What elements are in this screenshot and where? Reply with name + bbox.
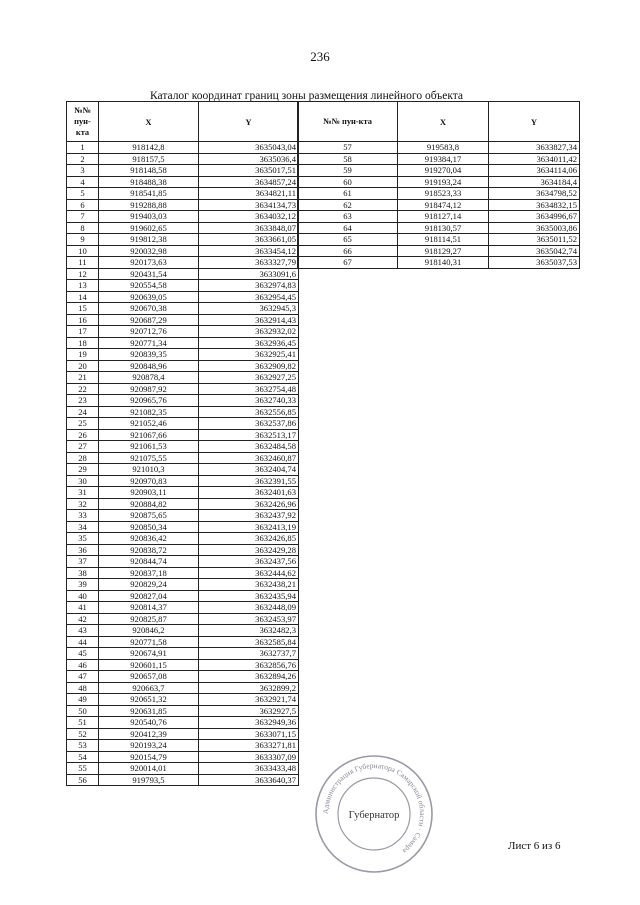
x-coordinate-cell: 918474,12 — [398, 199, 489, 211]
y-coordinate-cell: 3633827,34 — [489, 142, 580, 154]
table-row — [67, 671, 299, 683]
x-coordinate-cell: 920965,76 — [99, 395, 199, 407]
y-coordinate-cell: 3634032,12 — [199, 211, 299, 223]
coordinates-table-left — [66, 101, 299, 786]
point-number-cell: 25 — [67, 418, 99, 430]
y-coordinate-cell: 3632909,82 — [199, 360, 299, 372]
table-row — [67, 199, 299, 211]
table-row — [67, 556, 299, 568]
point-number-cell: 30 — [67, 475, 99, 487]
y-coordinate-cell: 3632435,94 — [199, 590, 299, 602]
official-seal — [312, 752, 436, 876]
point-number-cell: 59 — [298, 165, 398, 177]
table-row — [67, 694, 299, 706]
x-coordinate-cell: 921082,35 — [99, 406, 199, 418]
point-number-cell: 55 — [67, 763, 99, 775]
x-coordinate-cell: 920844,74 — [99, 556, 199, 568]
table-row — [67, 314, 299, 326]
point-number-cell: 33 — [67, 510, 99, 522]
table-row — [67, 176, 299, 188]
y-coordinate-cell: 3633307,09 — [199, 751, 299, 763]
table-row — [67, 590, 299, 602]
point-number-cell: 2 — [67, 153, 99, 165]
y-coordinate-cell: 3632932,02 — [199, 326, 299, 338]
table-row — [67, 268, 299, 280]
x-coordinate-cell: 920651,32 — [99, 694, 199, 706]
y-coordinate-cell: 3634114,06 — [489, 165, 580, 177]
x-coordinate-cell: 920663,7 — [99, 682, 199, 694]
table-row — [67, 245, 299, 257]
point-number-cell: 34 — [67, 521, 99, 533]
x-coordinate-cell: 918488,38 — [99, 176, 199, 188]
x-coordinate-cell: 918523,33 — [398, 188, 489, 200]
y-coordinate-cell: 3632437,92 — [199, 510, 299, 522]
x-coordinate-cell: 921052,46 — [99, 418, 199, 430]
point-number-cell: 54 — [67, 751, 99, 763]
table-row — [67, 774, 299, 786]
table-row — [298, 188, 580, 200]
point-number-cell: 38 — [67, 567, 99, 579]
seal-ring-text: Администрация Губернатора Самарской области · Самара — [320, 760, 428, 856]
table-row — [67, 510, 299, 522]
x-coordinate-cell: 919403,03 — [99, 211, 199, 223]
table-row — [67, 165, 299, 177]
x-coordinate-cell: 920639,05 — [99, 291, 199, 303]
table-row — [298, 142, 580, 154]
x-coordinate-cell: 920712,76 — [99, 326, 199, 338]
y-coordinate-cell: 3632444,62 — [199, 567, 299, 579]
table-row — [67, 326, 299, 338]
y-coordinate-cell: 3632401,63 — [199, 487, 299, 499]
y-coordinate-cell: 3633454,12 — [199, 245, 299, 257]
y-coordinate-cell: 3632585,84 — [199, 636, 299, 648]
point-number-cell: 17 — [67, 326, 99, 338]
x-coordinate-cell: 919812,38 — [99, 234, 199, 246]
point-number-cell: 14 — [67, 291, 99, 303]
y-coordinate-cell: 3634184,4 — [489, 176, 580, 188]
table-row — [67, 464, 299, 476]
table-row — [67, 498, 299, 510]
sheet-label: Лист 6 из 6 — [508, 840, 561, 852]
table-row — [67, 659, 299, 671]
table-row — [67, 153, 299, 165]
point-number-cell: 24 — [67, 406, 99, 418]
x-coordinate-cell: 920657,08 — [99, 671, 199, 683]
x-coordinate-cell: 920970,83 — [99, 475, 199, 487]
y-coordinate-cell: 3633327,79 — [199, 257, 299, 269]
y-coordinate-cell: 3632927,5 — [199, 705, 299, 717]
point-number-cell: 57 — [298, 142, 398, 154]
y-coordinate-cell: 3634832,15 — [489, 199, 580, 211]
table-row — [298, 199, 580, 211]
y-coordinate-cell: 3632925,41 — [199, 349, 299, 361]
table-row — [67, 406, 299, 418]
table-row — [298, 165, 580, 177]
point-number-cell: 11 — [67, 257, 99, 269]
point-number-cell: 31 — [67, 487, 99, 499]
table-row — [67, 418, 299, 430]
point-number-cell: 53 — [67, 740, 99, 752]
x-coordinate-cell: 919583,8 — [398, 142, 489, 154]
table-row — [67, 280, 299, 292]
y-coordinate-cell: 3632927,25 — [199, 372, 299, 384]
point-number-cell: 67 — [298, 257, 398, 269]
x-coordinate-cell: 921075,55 — [99, 452, 199, 464]
point-number-cell: 60 — [298, 176, 398, 188]
point-number-cell: 8 — [67, 222, 99, 234]
x-coordinate-cell: 918130,57 — [398, 222, 489, 234]
point-number-cell: 63 — [298, 211, 398, 223]
x-coordinate-cell: 920670,38 — [99, 303, 199, 315]
y-coordinate-cell: 3632484,58 — [199, 441, 299, 453]
left-table-body — [67, 142, 299, 786]
y-coordinate-cell: 3632556,85 — [199, 406, 299, 418]
point-number-cell: 20 — [67, 360, 99, 372]
table-row — [67, 579, 299, 591]
x-coordinate-cell: 920687,29 — [99, 314, 199, 326]
x-coordinate-cell: 920836,42 — [99, 533, 199, 545]
y-coordinate-cell: 3635037,53 — [489, 257, 580, 269]
table-row — [298, 245, 580, 257]
table-row — [67, 602, 299, 614]
y-coordinate-cell: 3633433,48 — [199, 763, 299, 775]
x-coordinate-cell: 919193,24 — [398, 176, 489, 188]
x-coordinate-cell: 920601,15 — [99, 659, 199, 671]
y-coordinate-cell: 3632949,36 — [199, 717, 299, 729]
table-row — [298, 222, 580, 234]
table-row — [67, 360, 299, 372]
table-row — [67, 337, 299, 349]
table-row — [67, 521, 299, 533]
point-number-cell: 62 — [298, 199, 398, 211]
point-number-cell: 22 — [67, 383, 99, 395]
point-number-cell: 46 — [67, 659, 99, 671]
y-coordinate-cell: 3632513,17 — [199, 429, 299, 441]
point-number-cell: 39 — [67, 579, 99, 591]
point-number-cell: 44 — [67, 636, 99, 648]
y-coordinate-cell: 3632921,74 — [199, 694, 299, 706]
table-row — [67, 441, 299, 453]
table-row — [298, 176, 580, 188]
header-point-number: №№ пун-кта — [298, 102, 398, 142]
y-coordinate-cell: 3635003,86 — [489, 222, 580, 234]
y-coordinate-cell: 3632537,86 — [199, 418, 299, 430]
y-coordinate-cell: 3632482,3 — [199, 625, 299, 637]
x-coordinate-cell: 921010,3 — [99, 464, 199, 476]
point-number-cell: 7 — [67, 211, 99, 223]
point-number-cell: 37 — [67, 556, 99, 568]
y-coordinate-cell: 3632974,83 — [199, 280, 299, 292]
table-title: Каталог координат границ зоны размещения линейного объекта — [150, 90, 464, 102]
table-row — [67, 487, 299, 499]
y-coordinate-cell: 3632413,19 — [199, 521, 299, 533]
table-row — [67, 682, 299, 694]
header-x: X — [398, 102, 489, 142]
table-row — [67, 349, 299, 361]
x-coordinate-cell: 920838,72 — [99, 544, 199, 556]
point-number-cell: 18 — [67, 337, 99, 349]
table-row — [67, 222, 299, 234]
x-coordinate-cell: 919270,04 — [398, 165, 489, 177]
point-number-cell: 47 — [67, 671, 99, 683]
table-row — [67, 211, 299, 223]
x-coordinate-cell: 920850,34 — [99, 521, 199, 533]
y-coordinate-cell: 3632945,3 — [199, 303, 299, 315]
x-coordinate-cell: 920827,04 — [99, 590, 199, 602]
x-coordinate-cell: 919288,88 — [99, 199, 199, 211]
x-coordinate-cell: 920631,85 — [99, 705, 199, 717]
y-coordinate-cell: 3632899,2 — [199, 682, 299, 694]
point-number-cell: 5 — [67, 188, 99, 200]
svg-text:Администрация Губернатора Сама — [321, 761, 427, 856]
x-coordinate-cell: 921061,53 — [99, 441, 199, 453]
y-coordinate-cell: 3632448,09 — [199, 602, 299, 614]
table-row — [298, 211, 580, 223]
table-row — [67, 372, 299, 384]
y-coordinate-cell: 3633091,6 — [199, 268, 299, 280]
table-row — [67, 395, 299, 407]
x-coordinate-cell: 920412,39 — [99, 728, 199, 740]
point-number-cell: 52 — [67, 728, 99, 740]
point-number-cell: 41 — [67, 602, 99, 614]
point-number-cell: 16 — [67, 314, 99, 326]
y-coordinate-cell: 3635042,74 — [489, 245, 580, 257]
point-number-cell: 43 — [67, 625, 99, 637]
y-coordinate-cell: 3635011,52 — [489, 234, 580, 246]
header-point-number: №№ пун- кта — [67, 102, 99, 142]
x-coordinate-cell: 920032,98 — [99, 245, 199, 257]
x-coordinate-cell: 921067,66 — [99, 429, 199, 441]
y-coordinate-cell: 3632426,96 — [199, 498, 299, 510]
point-number-cell: 13 — [67, 280, 99, 292]
header-x: X — [99, 102, 199, 142]
x-coordinate-cell: 920771,34 — [99, 337, 199, 349]
y-coordinate-cell: 3632954,45 — [199, 291, 299, 303]
point-number-cell: 21 — [67, 372, 99, 384]
table-row — [67, 705, 299, 717]
x-coordinate-cell: 918129,27 — [398, 245, 489, 257]
table-row — [67, 257, 299, 269]
y-coordinate-cell: 3632404,74 — [199, 464, 299, 476]
point-number-cell: 35 — [67, 533, 99, 545]
x-coordinate-cell: 919384,17 — [398, 153, 489, 165]
y-coordinate-cell: 3632391,55 — [199, 475, 299, 487]
point-number-cell: 23 — [67, 395, 99, 407]
x-coordinate-cell: 920431,54 — [99, 268, 199, 280]
table-row — [67, 429, 299, 441]
x-coordinate-cell: 920829,24 — [99, 579, 199, 591]
table-row — [67, 636, 299, 648]
point-number-cell: 9 — [67, 234, 99, 246]
x-coordinate-cell: 918148,58 — [99, 165, 199, 177]
point-number-cell: 61 — [298, 188, 398, 200]
table-row — [67, 728, 299, 740]
point-number-cell: 50 — [67, 705, 99, 717]
x-coordinate-cell: 920846,2 — [99, 625, 199, 637]
x-coordinate-cell: 918541,85 — [99, 188, 199, 200]
point-number-cell: 56 — [67, 774, 99, 786]
x-coordinate-cell: 920154,79 — [99, 751, 199, 763]
x-coordinate-cell: 919793,5 — [99, 774, 199, 786]
point-number-cell: 6 — [67, 199, 99, 211]
point-number-cell: 27 — [67, 441, 99, 453]
point-number-cell: 49 — [67, 694, 99, 706]
table-row — [67, 567, 299, 579]
y-coordinate-cell: 3635043,04 — [199, 142, 299, 154]
y-coordinate-cell: 3632754,48 — [199, 383, 299, 395]
x-coordinate-cell: 920193,24 — [99, 740, 199, 752]
table-row — [67, 188, 299, 200]
header-y: Y — [199, 102, 299, 142]
x-coordinate-cell: 920173,63 — [99, 257, 199, 269]
table-row — [67, 751, 299, 763]
table-row — [67, 763, 299, 775]
y-coordinate-cell: 3634011,42 — [489, 153, 580, 165]
y-coordinate-cell: 3633640,37 — [199, 774, 299, 786]
y-coordinate-cell: 3632437,56 — [199, 556, 299, 568]
table-row — [67, 625, 299, 637]
x-coordinate-cell: 920884,82 — [99, 498, 199, 510]
point-number-cell: 32 — [67, 498, 99, 510]
table-row — [67, 142, 299, 154]
y-coordinate-cell: 3633848,07 — [199, 222, 299, 234]
table-row — [67, 533, 299, 545]
x-coordinate-cell: 920814,37 — [99, 602, 199, 614]
y-coordinate-cell: 3632894,26 — [199, 671, 299, 683]
y-coordinate-cell: 3635036,4 — [199, 153, 299, 165]
y-coordinate-cell: 3633271,81 — [199, 740, 299, 752]
point-number-cell: 15 — [67, 303, 99, 315]
point-number-cell: 29 — [67, 464, 99, 476]
y-coordinate-cell: 3634798,52 — [489, 188, 580, 200]
point-number-cell: 12 — [67, 268, 99, 280]
y-coordinate-cell: 3632453,97 — [199, 613, 299, 625]
table-row — [67, 291, 299, 303]
point-number-cell: 45 — [67, 648, 99, 660]
point-number-cell: 58 — [298, 153, 398, 165]
x-coordinate-cell: 920837,18 — [99, 567, 199, 579]
table-row — [67, 452, 299, 464]
table-row — [298, 234, 580, 246]
right-table-body — [298, 142, 580, 269]
y-coordinate-cell: 3633071,15 — [199, 728, 299, 740]
x-coordinate-cell: 918157,5 — [99, 153, 199, 165]
point-number-cell: 64 — [298, 222, 398, 234]
point-number-cell: 36 — [67, 544, 99, 556]
point-number-cell: 48 — [67, 682, 99, 694]
table-row — [67, 648, 299, 660]
x-coordinate-cell: 918142,8 — [99, 142, 199, 154]
point-number-cell: 65 — [298, 234, 398, 246]
x-coordinate-cell: 920878,4 — [99, 372, 199, 384]
x-coordinate-cell: 920674,91 — [99, 648, 199, 660]
y-coordinate-cell: 3632740,33 — [199, 395, 299, 407]
table-row — [67, 544, 299, 556]
point-number-cell: 42 — [67, 613, 99, 625]
point-number-cell: 19 — [67, 349, 99, 361]
x-coordinate-cell: 920903,11 — [99, 487, 199, 499]
seal-center-text: Губернатор — [348, 810, 400, 821]
x-coordinate-cell: 918127,14 — [398, 211, 489, 223]
table-row — [298, 153, 580, 165]
point-number-cell: 1 — [67, 142, 99, 154]
y-coordinate-cell: 3632936,45 — [199, 337, 299, 349]
y-coordinate-cell: 3634857,24 — [199, 176, 299, 188]
point-number-cell: 4 — [67, 176, 99, 188]
table-row — [67, 383, 299, 395]
x-coordinate-cell: 920825,87 — [99, 613, 199, 625]
x-coordinate-cell: 920771,58 — [99, 636, 199, 648]
point-number-cell: 28 — [67, 452, 99, 464]
y-coordinate-cell: 3632460,87 — [199, 452, 299, 464]
table-row — [67, 740, 299, 752]
y-coordinate-cell: 3632438,21 — [199, 579, 299, 591]
x-coordinate-cell: 920848,96 — [99, 360, 199, 372]
table-row — [67, 717, 299, 729]
point-number-cell: 40 — [67, 590, 99, 602]
point-number-cell: 3 — [67, 165, 99, 177]
page-number: 236 — [310, 49, 330, 64]
point-number-cell: 51 — [67, 717, 99, 729]
y-coordinate-cell: 3632429,28 — [199, 544, 299, 556]
point-number-cell: 10 — [67, 245, 99, 257]
x-coordinate-cell: 920014,01 — [99, 763, 199, 775]
y-coordinate-cell: 3632426,85 — [199, 533, 299, 545]
y-coordinate-cell: 3634821,11 — [199, 188, 299, 200]
point-number-cell: 66 — [298, 245, 398, 257]
coordinates-table-right — [297, 101, 580, 269]
x-coordinate-cell: 920987,92 — [99, 383, 199, 395]
x-coordinate-cell: 920875,65 — [99, 510, 199, 522]
point-number-cell: 26 — [67, 429, 99, 441]
x-coordinate-cell: 919602,65 — [99, 222, 199, 234]
table-row — [298, 257, 580, 269]
x-coordinate-cell: 918114,51 — [398, 234, 489, 246]
y-coordinate-cell: 3632856,76 — [199, 659, 299, 671]
y-coordinate-cell: 3632737,7 — [199, 648, 299, 660]
y-coordinate-cell: 3635017,51 — [199, 165, 299, 177]
y-coordinate-cell: 3634134,73 — [199, 199, 299, 211]
table-row — [67, 475, 299, 487]
y-coordinate-cell: 3634996,67 — [489, 211, 580, 223]
table-row — [67, 234, 299, 246]
x-coordinate-cell: 920839,35 — [99, 349, 199, 361]
y-coordinate-cell: 3632914,43 — [199, 314, 299, 326]
x-coordinate-cell: 918140,31 — [398, 257, 489, 269]
x-coordinate-cell: 920540,76 — [99, 717, 199, 729]
x-coordinate-cell: 920554,58 — [99, 280, 199, 292]
header-y: Y — [489, 102, 580, 142]
table-row — [67, 303, 299, 315]
y-coordinate-cell: 3633661,05 — [199, 234, 299, 246]
table-row — [67, 613, 299, 625]
